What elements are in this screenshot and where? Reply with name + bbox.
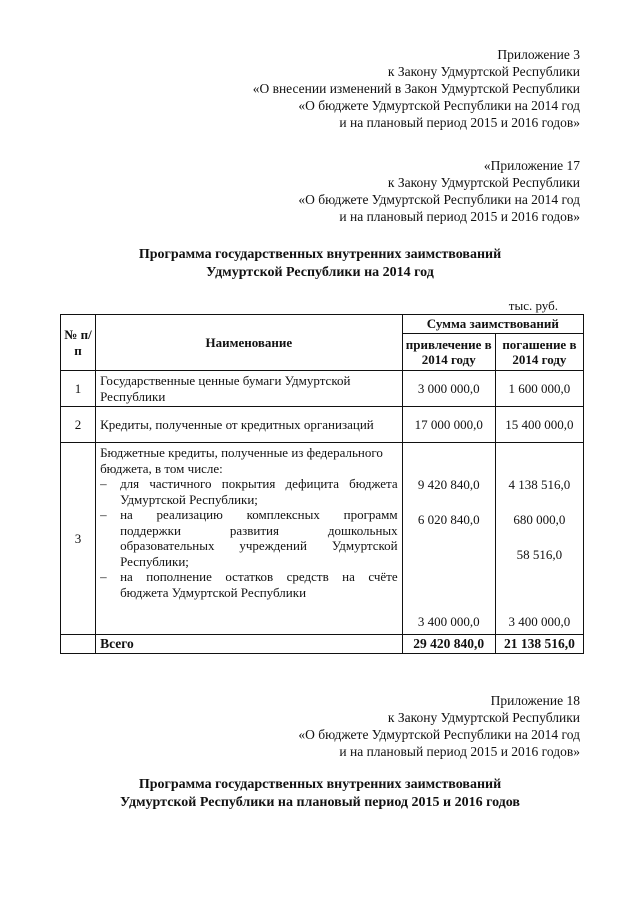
- header-line: «Приложение 17: [483, 158, 580, 173]
- total-repay: 21 138 516,0: [495, 635, 583, 654]
- sub-item-text: на реализацию комплексных программ поддержки развития дошкольных образовательных учреждений Удмуртской Республики;: [120, 507, 398, 569]
- table-row: [61, 443, 584, 635]
- header-line: «О бюджете Удмуртской Республики на 2014 год: [298, 192, 580, 207]
- header-line: «О внесении изменений в Закон Удмуртской Республики: [252, 81, 580, 96]
- header-sum: Сумма заимствований: [402, 315, 583, 334]
- header-line: к Закону Удмуртской Республики: [387, 175, 580, 190]
- row-name: Государственные ценные бумаги Удмуртской Республики: [96, 371, 403, 407]
- row-num: 1: [61, 371, 96, 407]
- section-title-2014: [0, 246, 640, 282]
- sub-borrow: 9 420 840,0: [417, 477, 480, 492]
- header-line: и на плановый период 2015 и 2016 годов»: [339, 115, 580, 130]
- row-name-composite: [96, 443, 403, 635]
- sub-repay: 3 400 000,0: [508, 614, 571, 629]
- total-borrow: 29 420 840,0: [402, 635, 495, 654]
- header-line: и на плановый период 2015 и 2016 годов»: [339, 209, 580, 224]
- header-num: № п/п: [61, 315, 96, 371]
- row-num: 2: [61, 407, 96, 443]
- title-line: Удмуртской Республики на плановый период 2015 и 2016 годов: [120, 795, 520, 810]
- table-row: [61, 407, 584, 443]
- appendix-18-header: [298, 692, 580, 760]
- sub-item-text: для частичного покрытия дефицита бюджета Удмуртской Республики;: [120, 476, 398, 507]
- header-line: «О бюджете Удмуртской Республики на 2014 год: [298, 727, 580, 742]
- row-name: Кредиты, полученные от кредитных организаций: [96, 407, 403, 443]
- row-num: 3: [61, 443, 96, 635]
- row-name: Бюджетные кредиты, полученные из федерального бюджета, в том числе:: [100, 445, 383, 476]
- header-repay: погашение в 2014 году: [495, 334, 583, 371]
- dash-marker: –: [100, 569, 107, 584]
- units-label: тыс. руб.: [508, 298, 558, 313]
- total-row: [61, 635, 584, 654]
- borrowing-table: [60, 314, 584, 654]
- row-repay: 1 600 000,0: [495, 371, 583, 407]
- sub-borrow: 3 400 000,0: [417, 614, 480, 629]
- title-line: Удмуртской Республики на 2014 год: [206, 265, 434, 280]
- header-line: и на плановый период 2015 и 2016 годов»: [339, 744, 580, 759]
- appendix-3-header: [253, 46, 580, 131]
- header-line: к Закону Удмуртской Республики: [387, 710, 580, 725]
- sub-repay: 4 138 516,0: [508, 477, 571, 492]
- title-line: Программа государственных внутренних заимствований: [138, 247, 502, 262]
- sub-item: [100, 507, 398, 569]
- row-borrow-composite: [402, 443, 495, 635]
- header-line: к Закону Удмуртской Республики: [387, 64, 580, 79]
- title-line: Программа государственных внутренних заимствований: [138, 777, 502, 792]
- sub-borrow: 6 020 840,0: [417, 512, 480, 527]
- dash-marker: –: [100, 507, 107, 522]
- total-label: Всего: [96, 635, 403, 654]
- appendix-17-header: [298, 157, 580, 225]
- header-line: Приложение 18: [490, 693, 580, 708]
- sub-item-text: на пополнение остатков средств на счёте бюджета Удмуртской Республики: [120, 569, 398, 600]
- row-repay-composite: [495, 443, 583, 635]
- header-line: Приложение 3: [497, 47, 580, 62]
- header-borrow: привлечение в 2014 году: [402, 334, 495, 371]
- dash-marker: –: [100, 476, 107, 491]
- sub-item: [100, 476, 398, 507]
- header-line: «О бюджете Удмуртской Республики на 2014 год: [298, 98, 580, 113]
- total-num: [61, 635, 96, 654]
- sub-repay: 680 000,0: [513, 512, 566, 527]
- sub-item: [100, 569, 398, 600]
- table-row: [61, 371, 584, 407]
- section-title-plan: [0, 776, 640, 812]
- row-borrow: 17 000 000,0: [402, 407, 495, 443]
- row-borrow: 3 000 000,0: [402, 371, 495, 407]
- sub-repay: 58 516,0: [516, 547, 563, 562]
- row-repay: 15 400 000,0: [495, 407, 583, 443]
- header-name: Наименование: [96, 315, 403, 371]
